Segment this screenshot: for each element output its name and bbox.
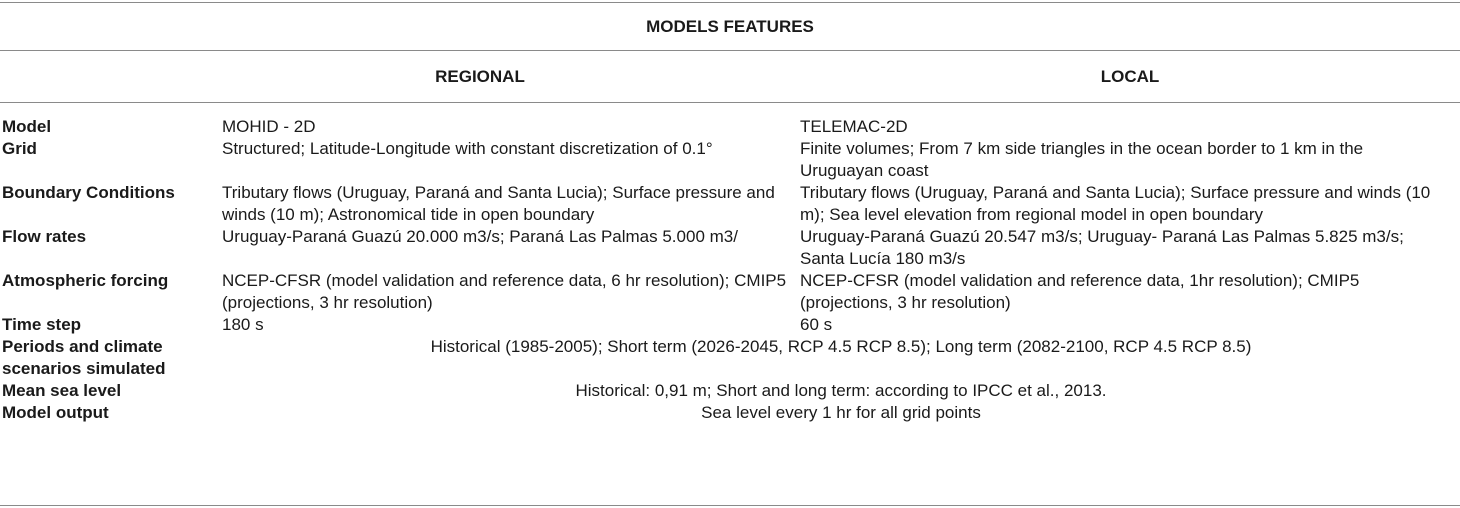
regional-cell: NCEP-CFSR (model validation and reference data, 6 hr resolution); CMIP5 (projections, 3 hr resolution) [222, 271, 787, 312]
table-row-model-output [0, 402, 1460, 424]
table-row-boundary-conditions [0, 182, 1460, 226]
row-label: Boundary Conditions [2, 183, 175, 202]
regional-cell: MOHID - 2D [222, 117, 316, 136]
regional-cell: Tributary flows (Uruguay, Paraná and Santa Lucia); Surface pressure and winds (10 m); Astronomical tide in open boundary [222, 183, 775, 224]
row-label: Grid [2, 139, 37, 158]
top-rule [0, 2, 1460, 3]
table-row-periods [0, 336, 1460, 380]
spanning-cell: Sea level every 1 hr for all grid points [701, 403, 981, 422]
table-title: MODELS FEATURES [646, 17, 814, 36]
column-header-local: LOCAL [1100, 67, 1160, 86]
row-label: Model [2, 117, 52, 136]
table-row-grid [0, 138, 1460, 182]
table-row-model [0, 116, 1460, 138]
local-cell: 60 s [800, 315, 833, 334]
row-label: Mean sea level [2, 381, 122, 400]
regional-cell: Uruguay-Paraná Guazú 20.000 m3/s; Paraná Las Palmas 5.000 m3/ [222, 227, 738, 246]
regional-cell: 180 s [222, 315, 264, 334]
local-cell: TELEMAC-2D [800, 117, 908, 136]
row-label: Flow rates [2, 227, 87, 246]
row-label: Atmospheric forcing [2, 271, 169, 290]
table-row-atmospheric-forcing [0, 270, 1460, 314]
local-cell: NCEP-CFSR (model validation and reference data, 1hr resolution); CMIP5 (projections, 3 hr resolution) [800, 271, 1360, 312]
row-label: Periods and climate scenarios simulated [2, 337, 166, 378]
regional-cell: Structured; Latitude-Longitude with constant discretization of 0.1° [222, 139, 713, 158]
bottom-rule [0, 505, 1460, 506]
table-row-time-step [0, 314, 1460, 336]
column-header-regional: REGIONAL [435, 67, 525, 86]
table-row-flow-rates [0, 226, 1460, 270]
table-row-mean-sea-level [0, 380, 1460, 402]
local-cell: Tributary flows (Uruguay, Paraná and Santa Lucia); Surface pressure and winds (10 m); Sea level elevation from regional model in open boundary [800, 183, 1431, 224]
row-label: Model output [2, 403, 109, 422]
spanning-cell: Historical (1985-2005); Short term (2026-2045, RCP 4.5 RCP 8.5); Long term (2082-2100, RCP 4.5 RCP 8.5) [430, 337, 1252, 356]
table-body [0, 116, 1460, 424]
header-divider [0, 102, 1460, 103]
spanning-cell: Historical: 0,91 m; Short and long term: according to IPCC et al., 2013. [575, 381, 1107, 400]
title-divider [0, 50, 1460, 51]
local-cell: Finite volumes; From 7 km side triangles in the ocean border to 1 km in the Uruguayan coast [800, 139, 1364, 180]
row-label: Time step [2, 315, 82, 334]
local-cell: Uruguay-Paraná Guazú 20.547 m3/s; Uruguay- Paraná Las Palmas 5.825 m3/s; Santa Lucía 180 m3/s [800, 227, 1404, 268]
